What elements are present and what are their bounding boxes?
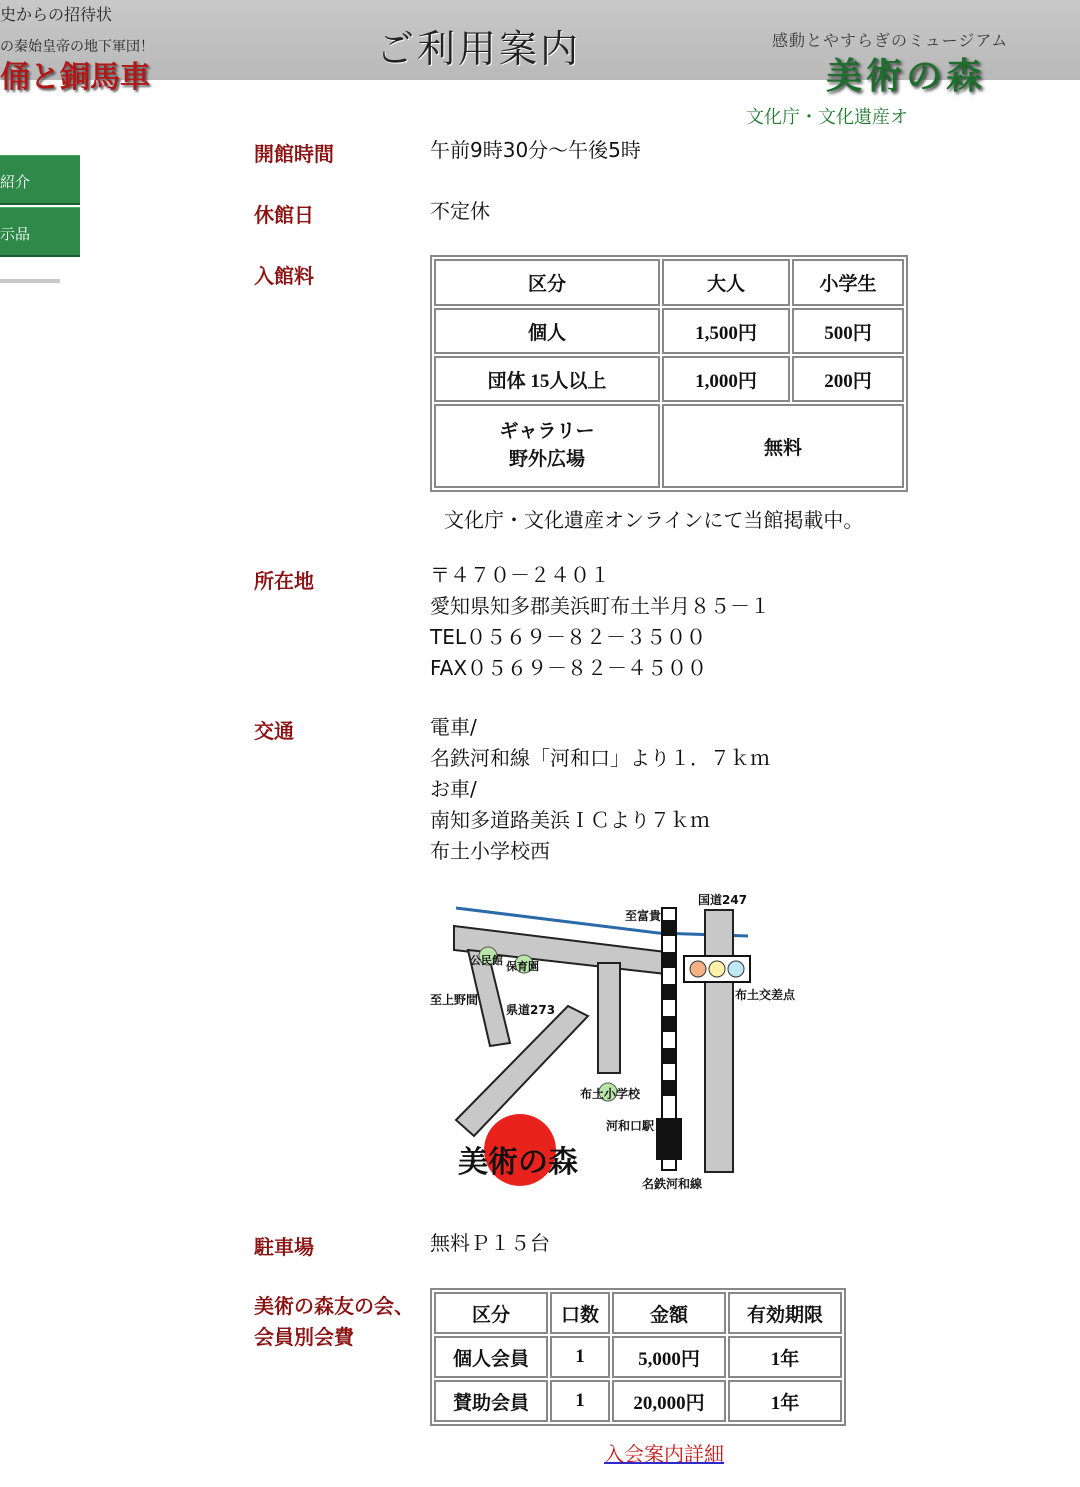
parking-label: 駐車場: [254, 1235, 314, 1259]
membership-label-line2: 会員別会費: [254, 1325, 354, 1349]
access-line: お車/: [430, 777, 477, 801]
table-row: [434, 1380, 842, 1422]
table-cell: 20,000円: [612, 1380, 726, 1422]
table-header-cell: 区分: [434, 1292, 548, 1334]
page-title: ご利用案内: [376, 27, 582, 71]
map-label-station: 河和口駅: [606, 1119, 655, 1133]
table-row: [434, 308, 904, 354]
access-line: 布土小学校西: [430, 839, 550, 863]
table-cell: 5,000円: [612, 1336, 726, 1378]
table-cell: 個人会員: [434, 1336, 548, 1378]
map-label-kaminoma: 至上野間: [430, 993, 479, 1007]
map-label-intersection: 布土交差点: [735, 988, 796, 1002]
hours-label: 開館時間: [254, 142, 334, 166]
address-block: [430, 560, 770, 684]
table-row: [434, 1336, 842, 1378]
address-line: 〒４７０－２４０１: [430, 563, 610, 587]
table-header-cell: 区分: [434, 259, 660, 306]
access-line: 電車/: [430, 715, 477, 739]
sidebar-item-intro[interactable]: 紹介: [0, 155, 80, 205]
gallery-line2: 野外広場: [508, 449, 585, 470]
table-cell: 1年: [728, 1336, 842, 1378]
table-cell: 500円: [792, 308, 904, 354]
header-left-line3[interactable]: 俑と銅馬車: [0, 60, 150, 95]
membership-details-link[interactable]: 入会案内詳細: [604, 1442, 724, 1466]
access-line: 名鉄河和線「河和口」より１．７ｋｍ: [430, 746, 770, 770]
table-cell: 無料: [662, 404, 904, 488]
access-line: 南知多道路美浜ＩＣより７ｋｍ: [430, 808, 710, 832]
address-label: 所在地: [254, 569, 314, 593]
hours-value: 午前9時30分〜午後5時: [430, 138, 641, 162]
address-line: TEL０５６９－８２－３５００: [430, 625, 706, 649]
table-header-cell: 小学生: [792, 259, 904, 306]
school-road: [598, 963, 620, 1073]
fee-table: [430, 255, 908, 492]
table-header-cell: 大人: [662, 259, 790, 306]
access-block: [430, 712, 770, 867]
table-cell: 1,500円: [662, 308, 790, 354]
traffic-light-yellow: [709, 961, 725, 977]
membership-table: [430, 1288, 846, 1426]
map-label-kominkan: 公民館: [470, 954, 503, 967]
header-banner: [0, 0, 1080, 97]
closed-value: 不定休: [430, 199, 490, 223]
map-label-hoikuen: 保育園: [506, 960, 539, 973]
map-label-route247: 国道247: [698, 893, 748, 907]
header-left-line1: 史からの招待状: [0, 5, 113, 24]
table-header-cell: 金額: [612, 1292, 726, 1334]
station-building: [656, 1118, 682, 1160]
sidebar-item-exhibits[interactable]: 示品: [0, 207, 80, 257]
table-header-row: [434, 259, 904, 306]
membership-label-line1: 美術の森友の会、: [254, 1294, 414, 1318]
traffic-light-red: [690, 961, 706, 977]
traffic-light-green: [728, 961, 744, 977]
table-header-row: [434, 1292, 842, 1334]
table-cell: 1年: [728, 1380, 842, 1422]
bunka-note: 文化庁・文化遺産オンラインにて当館掲載中。: [444, 508, 864, 532]
table-cell: 1: [550, 1380, 610, 1422]
membership-label: [254, 1291, 414, 1353]
address-line: FAX０５６９－８２－４５００: [430, 656, 708, 680]
museum-logo[interactable]: 美術の森: [826, 55, 987, 97]
table-cell: 団体 15人以上: [434, 356, 660, 402]
table-row: [434, 356, 904, 402]
gallery-line1: ギャラリー: [499, 421, 595, 442]
access-label: 交通: [254, 719, 294, 743]
map-label-route273: 県道273: [506, 1003, 556, 1017]
map-label-tomiki: 至富貴: [625, 909, 662, 923]
table-cell: 賛助会員: [434, 1380, 548, 1422]
map-logo-text: 美術の森: [458, 1145, 578, 1180]
header-left-line2: の秦始皇帝の地下軍団！: [0, 39, 154, 55]
table-header-cell: 口数: [550, 1292, 610, 1334]
address-line: 愛知県知多郡美浜町布土半月８５－１: [430, 594, 770, 618]
closed-label: 休館日: [254, 203, 314, 227]
access-map[interactable]: [428, 888, 796, 1198]
table-cell: 1,000円: [662, 356, 790, 402]
table-cell: 1: [550, 1336, 610, 1378]
parking-value: 無料Ｐ１５台: [430, 1231, 550, 1255]
map-label-school: 布土小学校: [580, 1087, 641, 1101]
table-row: [434, 404, 904, 488]
route-247-road: [705, 910, 733, 1172]
news-marquee[interactable]: 文化庁・文化遺産オ: [746, 107, 908, 128]
table-cell: 200円: [792, 356, 904, 402]
table-cell: 個人: [434, 308, 660, 354]
table-cell: [434, 404, 660, 488]
table-header-cell: 有効期限: [728, 1292, 842, 1334]
header-tagline: 感動とやすらぎのミュージアム: [772, 31, 1009, 50]
sidebar-divider: [0, 279, 60, 283]
fee-label: 入館料: [254, 264, 314, 288]
map-label-railline: 名鉄河和線: [642, 1177, 703, 1191]
